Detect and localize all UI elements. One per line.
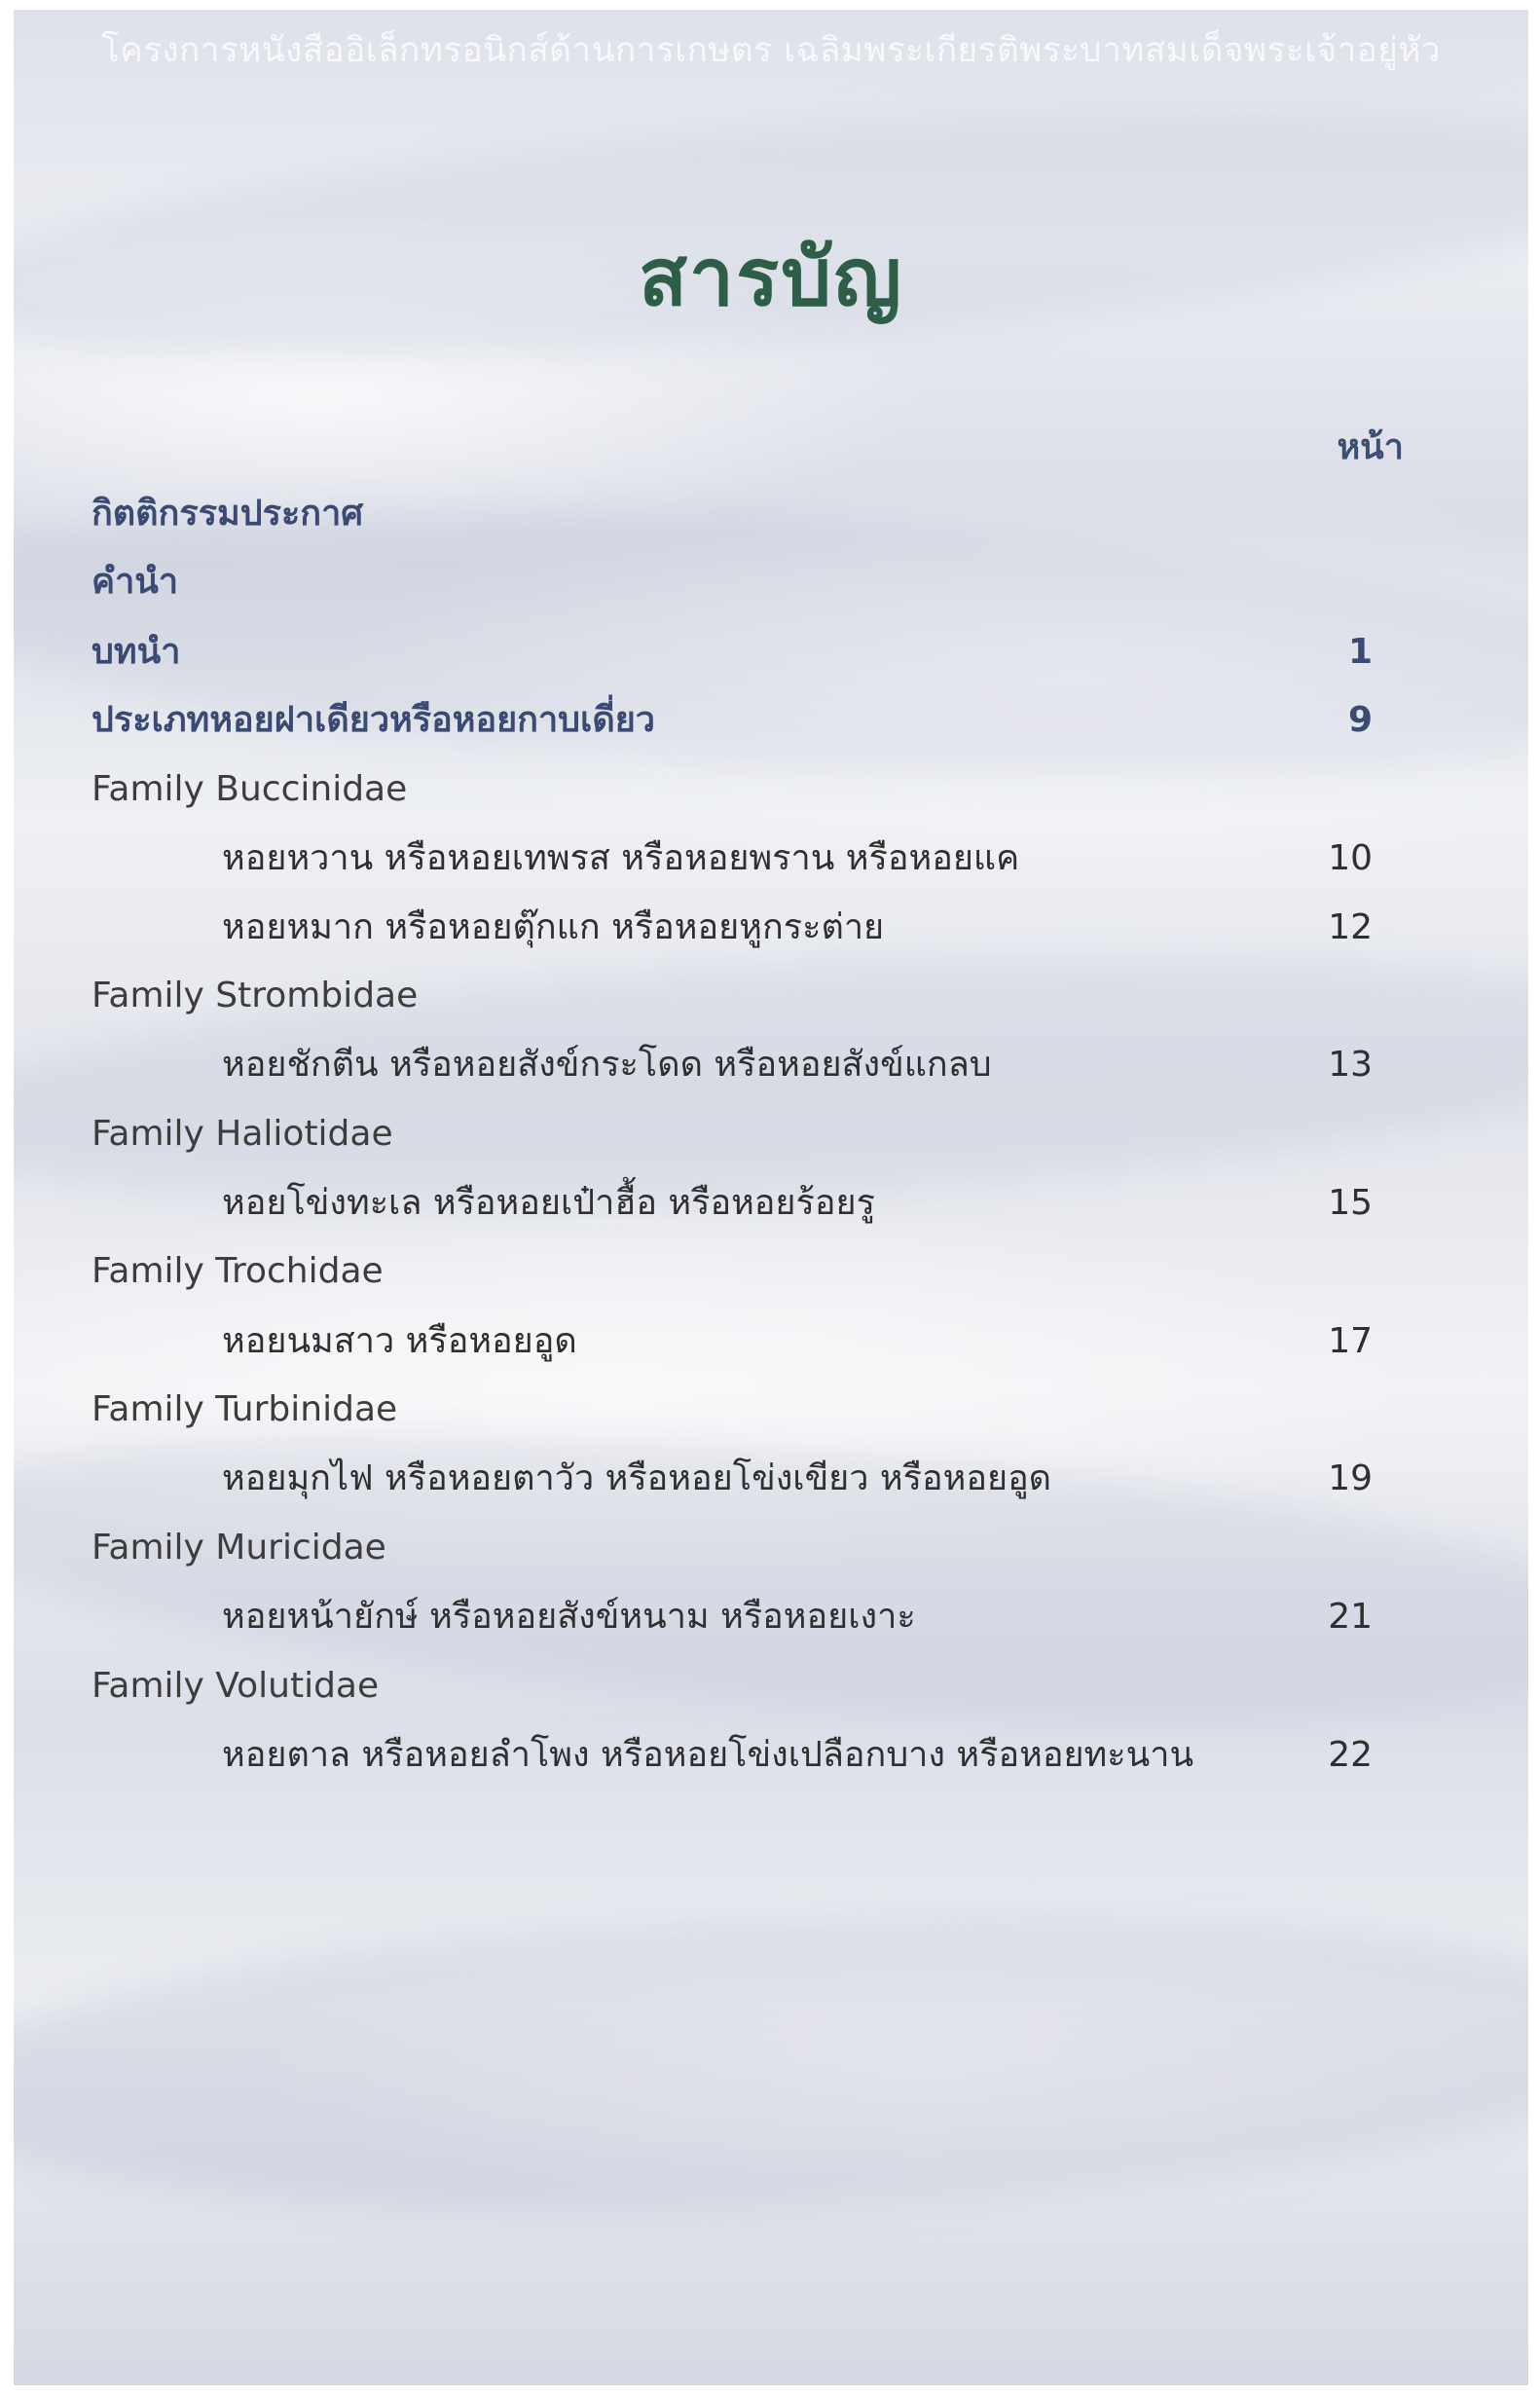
toc-family-label: Family Buccinidae: [92, 769, 408, 809]
toc-entry-univalve-section[interactable]: [92, 693, 1373, 748]
toc-species-entry[interactable]: [92, 1038, 1373, 1092]
toc-species-label: หอยนมสาว หรือหอยอูด: [222, 1321, 577, 1361]
toc-family-label: Family Trochidae: [92, 1251, 384, 1291]
toc-entry-label: บทนำ: [92, 632, 181, 672]
toc-entry-page: 17: [1328, 1321, 1373, 1361]
toc-species-label: หอยโข่งทะเล หรือหอยเป๋าฮื้อ หรือหอยร้อยรู: [222, 1183, 875, 1223]
toc-species-entry[interactable]: [92, 831, 1373, 886]
toc-entry-page: 10: [1328, 838, 1373, 878]
toc-species-entry[interactable]: [92, 1176, 1373, 1231]
toc-family-label: Family Strombidae: [92, 976, 419, 1015]
toc-entry-label: ประเภทหอยฝาเดียวหรือหอยกาบเดี่ยว: [92, 700, 656, 740]
toc-family-buccinidae[interactable]: [92, 762, 1373, 817]
toc-species-entry[interactable]: [92, 901, 1373, 955]
toc-entry-page: 15: [1328, 1183, 1373, 1223]
toc-entry-page: 9: [1347, 700, 1373, 740]
toc-entry-preface[interactable]: [92, 555, 1373, 609]
toc-species-label: หอยหมาก หรือหอยตุ๊กแก หรือหอยหูกระต่าย: [222, 907, 885, 947]
toc-entry-page: 12: [1328, 907, 1373, 947]
running-header: โครงการหนังสืออิเล็กทรอนิกส์ด้านการเกษตร เฉลิมพระเกียรติพระบาทสมเด็จพระเจ้าอยู่หัว: [100, 31, 1441, 70]
toc-family-label: Family Turbinidae: [92, 1389, 398, 1429]
toc-entry-page: 13: [1328, 1045, 1373, 1085]
toc-species-label: หอยมุกไฟ หรือหอยตาวัว หรือหอยโข่งเขียว หรือหอยอูด: [222, 1458, 1052, 1498]
toc-family-turbinidae[interactable]: [92, 1383, 1373, 1437]
toc-family-strombidae[interactable]: [92, 969, 1373, 1023]
toc-species-label: หอยชักตีน หรือหอยสังข์กระโดด หรือหอยสังข์แกลบ: [222, 1045, 992, 1085]
toc-family-label: Family Haliotidae: [92, 1114, 393, 1154]
document-page: [14, 10, 1528, 2385]
toc-family-volutidae[interactable]: [92, 1659, 1373, 1714]
toc-species-entry[interactable]: [92, 1452, 1373, 1506]
page-title: สารบัญ: [638, 232, 904, 324]
toc-family-trochidae[interactable]: [92, 1244, 1373, 1299]
toc-entry-page: 22: [1328, 1735, 1373, 1775]
page-column-label: หน้า: [1337, 427, 1404, 467]
toc-species-entry[interactable]: [92, 1590, 1373, 1644]
toc-family-label: Family Volutidae: [92, 1666, 380, 1706]
toc-entry-label: คำนำ: [92, 562, 179, 602]
toc-entry-acknowledgement[interactable]: [92, 487, 1373, 541]
toc-species-label: หอยตาล หรือหอยลำโพง หรือหอยโข่งเปลือกบาง หรือหอยทะนาน: [222, 1735, 1194, 1775]
toc-species-entry[interactable]: [92, 1314, 1373, 1369]
toc-entry-page: 21: [1328, 1597, 1373, 1637]
toc-entry-page: 19: [1328, 1458, 1373, 1498]
toc-species-label: หอยหวาน หรือหอยเทพรส หรือหอยพราน หรือหอยแค: [222, 838, 1020, 878]
toc-family-label: Family Muricidae: [92, 1528, 386, 1568]
toc-species-entry[interactable]: [92, 1728, 1373, 1783]
background-sand-wave: [14, 1888, 1528, 2241]
toc-species-label: หอยหน้ายักษ์ หรือหอยสังข์หนาม หรือหอยเงาะ: [222, 1597, 916, 1637]
toc-entry-introduction[interactable]: [92, 625, 1373, 680]
toc-entry-label: กิตติกรรมประกาศ: [92, 494, 364, 534]
toc-entry-page: 1: [1347, 632, 1373, 672]
toc-family-muricidae[interactable]: [92, 1521, 1373, 1575]
toc-family-haliotidae[interactable]: [92, 1107, 1373, 1162]
